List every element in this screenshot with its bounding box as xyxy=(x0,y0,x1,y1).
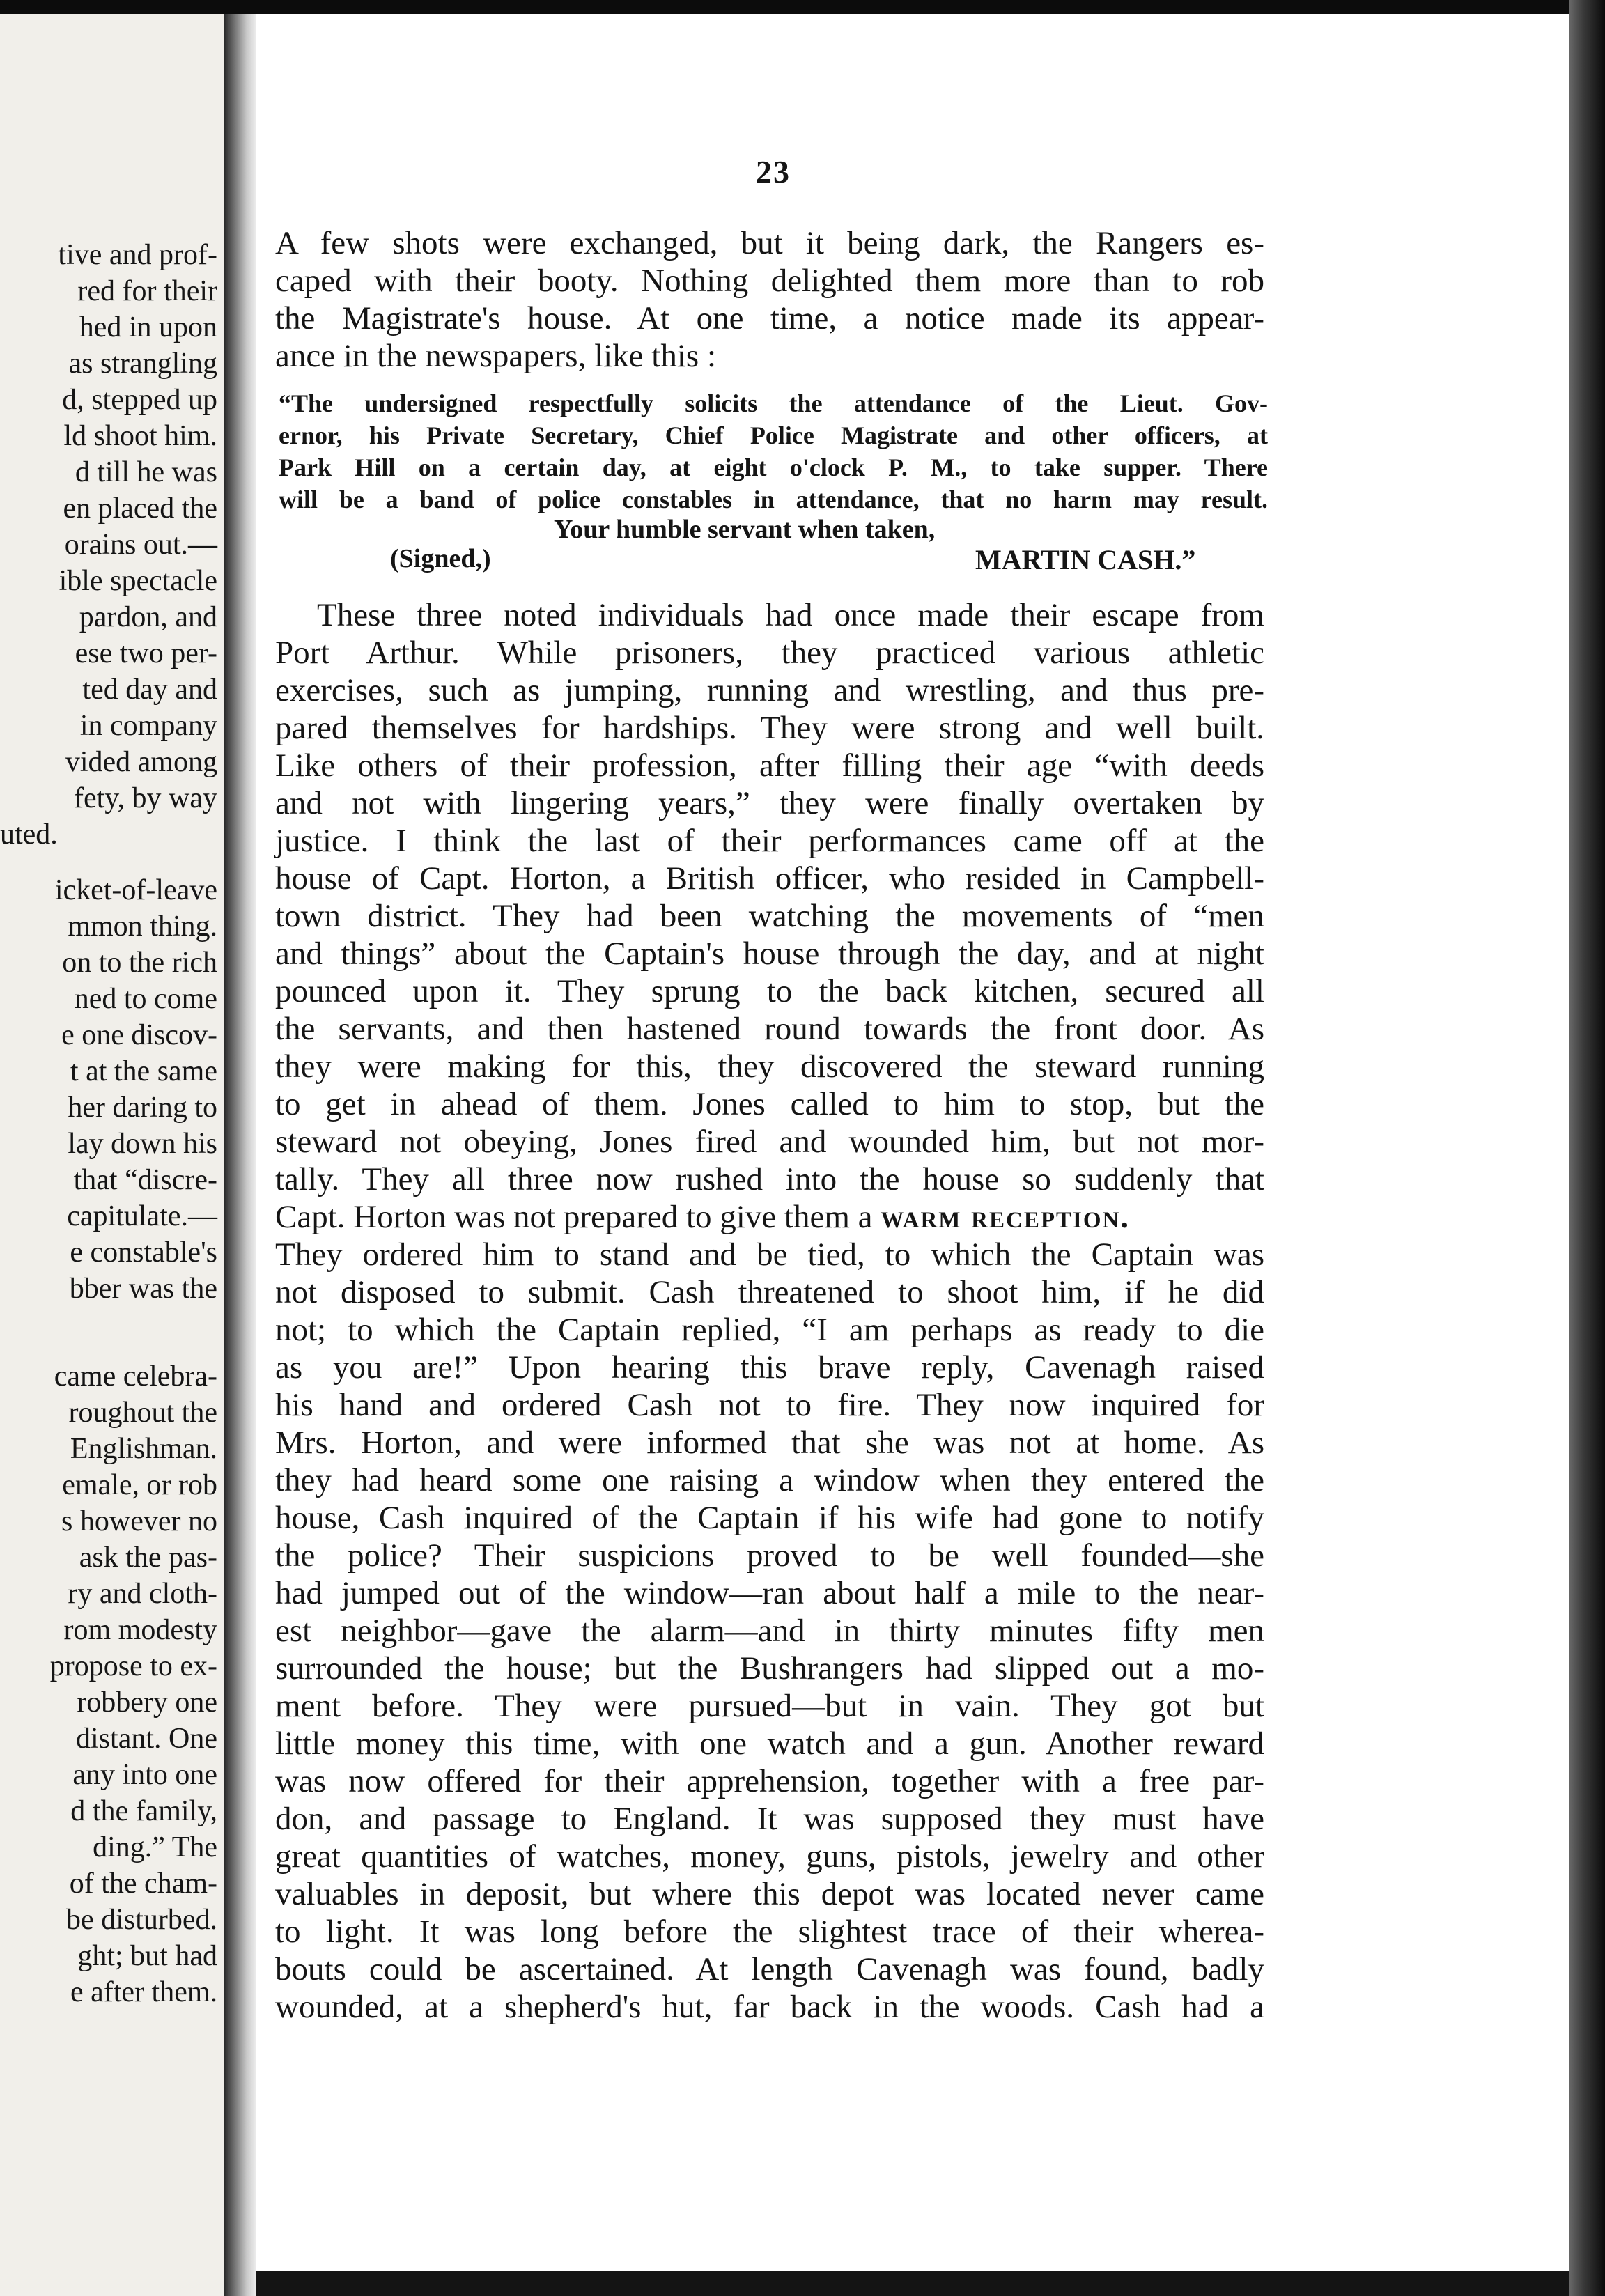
text-line: pared themselves for hardships. They were strong and well built. xyxy=(275,710,1264,746)
page-number: 23 xyxy=(756,154,791,189)
left-page-line: uted. xyxy=(0,819,58,851)
left-page-line: bber was the xyxy=(69,1273,217,1305)
text-line: justice. I think the last of their performances came off at the xyxy=(275,823,1264,859)
text-line: the servants, and then hastened round towards the front door. As xyxy=(275,1011,1264,1047)
text-line: had jumped out of the window—ran about half a mile to the near- xyxy=(275,1575,1264,1611)
left-page-line: on to the rich xyxy=(62,947,217,979)
text-line: don, and passage to England. It was supposed they must have xyxy=(275,1801,1264,1837)
left-page-line: pardon, and xyxy=(79,601,217,633)
notice-line: ernor, his Private Secretary, Chief Police Magistrate and other officers, at xyxy=(279,421,1268,449)
left-page-line: d till he was xyxy=(75,456,217,488)
left-page-line: her daring to xyxy=(68,1092,217,1124)
text-line: was now offered for their apprehension, together with a free par- xyxy=(275,1763,1264,1799)
text-line: Like others of their profession, after filling their age “with deeds xyxy=(275,747,1264,784)
text-line: his hand and ordered Cash not to fire. They now inquired for xyxy=(275,1387,1264,1423)
left-page-line: propose to ex- xyxy=(49,1650,217,1682)
text-line: town district. They had been watching the movements of “men xyxy=(275,898,1264,934)
text-line: ment before. They were pursued—but in vain. They got but xyxy=(275,1688,1264,1724)
left-page-line: vided among xyxy=(65,746,217,778)
left-page-line: orains out.— xyxy=(64,529,217,561)
left-page-line: e one discov- xyxy=(61,1019,217,1051)
left-page-line: mmon thing. xyxy=(68,910,217,943)
left-page-line: s however no xyxy=(61,1505,217,1537)
text-line: and things” about the Captain's house through the day, and at night xyxy=(275,936,1264,972)
left-page-line: ght; but had xyxy=(77,1940,217,1972)
text-line: pounced upon it. They sprung to the back kitchen, secured all xyxy=(275,973,1264,1009)
text-line: est neighbor—gave the alarm—and in thirty minutes fifty men xyxy=(275,1613,1264,1649)
left-page-line: fety, by way xyxy=(73,782,217,814)
text-line: they had heard some one raising a window when they entered the xyxy=(275,1462,1264,1498)
left-page-line: distant. One xyxy=(76,1723,217,1755)
left-page-line: that “discre- xyxy=(73,1164,217,1196)
notice-line: will be a band of police constables in attendance, that no harm may result. xyxy=(279,486,1268,513)
notice-line: “The undersigned respectfully solicits the attendance of the Lieut. Gov- xyxy=(279,389,1268,417)
text-line: and not with lingering years,” they were finally overtaken by xyxy=(275,785,1264,821)
left-page-line: d the family, xyxy=(70,1795,217,1827)
text-line: valuables in deposit, but where this depot was located never came xyxy=(275,1876,1264,1912)
text-line: caped with their booty. Nothing delighted them more than to rob xyxy=(275,263,1264,299)
text-line: A few shots were exchanged, but it being dark, the Rangers es- xyxy=(275,225,1264,261)
text-line: house, Cash inquired of the Captain if his wife had gone to notify xyxy=(275,1500,1264,1536)
left-page-line: tive and prof- xyxy=(58,239,217,271)
left-page-line: icket-of-leave xyxy=(54,874,217,906)
left-page-line: as strangling xyxy=(68,348,217,380)
left-page-line: ry and cloth- xyxy=(68,1578,217,1610)
scan-top-band xyxy=(0,0,1605,15)
left-page-line: be disturbed. xyxy=(66,1904,217,1936)
warm-reception-smallcaps: warm reception. xyxy=(881,1199,1131,1235)
text-line: to light. It was long before the slightest trace of their wherea- xyxy=(275,1914,1264,1950)
left-page-line: Englishman. xyxy=(70,1433,217,1465)
left-facing-page xyxy=(0,14,224,2296)
text-line: ance in the newspapers, like this : xyxy=(275,338,717,374)
left-page-line: in company xyxy=(79,710,217,742)
text-line: surrounded the house; but the Bushrangers had slipped out a mo- xyxy=(275,1650,1264,1686)
left-page-line: any into one xyxy=(72,1759,217,1791)
text-line: little money this time, with one watch and a gun. Another reward xyxy=(275,1725,1264,1762)
text-line: Mrs. Horton, and were informed that she was not at home. As xyxy=(275,1425,1264,1461)
left-page-line: roughout the xyxy=(68,1397,217,1429)
notice-line: Park Hill on a certain day, at eight o'clock P. M., to take supper. There xyxy=(279,453,1268,481)
text-line: not disposed to submit. Cash threatened to shoot him, if he did xyxy=(275,1274,1264,1310)
left-page-line: emale, or rob xyxy=(62,1469,217,1501)
left-page-line: e after them. xyxy=(70,1976,217,2008)
left-page-line: ese two per- xyxy=(75,637,217,669)
left-page-line: ding.” The xyxy=(93,1831,217,1863)
text-line: Port Arthur. While prisoners, they practiced various athletic xyxy=(275,635,1264,671)
left-page-line: t at the same xyxy=(70,1055,217,1087)
text-line: wounded, at a shepherd's hut, far back in the woods. Cash had a xyxy=(275,1989,1264,2025)
left-page-line: hed in upon xyxy=(79,311,217,343)
text-line: not; to which the Captain replied, “I am perhaps as ready to die xyxy=(275,1312,1264,1348)
text-line: they were making for this, they discovered the steward running xyxy=(275,1048,1264,1085)
text-line: steward not obeying, Jones fired and wounded him, but not mor- xyxy=(275,1124,1264,1160)
text-line xyxy=(275,1198,1264,1236)
left-page-line: ible spectacle xyxy=(59,565,217,597)
left-page-line: robbery one xyxy=(77,1686,217,1719)
left-page-line: rom modesty xyxy=(63,1614,217,1646)
left-page-line: ask the pas- xyxy=(79,1542,217,1574)
text-line: tally. They all three now rushed into the house so suddenly that xyxy=(275,1161,1264,1197)
text-line: as you are!” Upon hearing this brave reply, Cavenagh raised xyxy=(275,1349,1264,1386)
text-line: house of Capt. Horton, a British officer, who resided in Campbell- xyxy=(275,860,1264,897)
left-page-line: came celebra- xyxy=(54,1360,217,1393)
text-line: great quantities of watches, money, guns, pistols, jewelry and other xyxy=(275,1838,1264,1875)
text-line: to get in ahead of them. Jones called to him to stop, but the xyxy=(275,1086,1264,1122)
text-line: the Magistrate's house. At one time, a notice made its appear- xyxy=(275,300,1264,336)
left-page-line: d, stepped up xyxy=(62,384,217,416)
text-line: These three noted individuals had once made their escape from xyxy=(317,597,1264,633)
notice-closing: Your humble servant when taken, xyxy=(554,515,936,544)
text-line: They ordered him to stand and be tied, to which the Captain was xyxy=(275,1236,1264,1273)
text-line: the police? Their suspicions proved to be well founded—she xyxy=(275,1537,1264,1574)
left-page-line: ld shoot him. xyxy=(63,420,217,452)
notice-signed: (Signed,) xyxy=(390,544,491,573)
left-page-line: e constable's xyxy=(70,1236,217,1269)
book-gutter xyxy=(224,14,256,2296)
left-page-line: red for their xyxy=(77,275,217,307)
left-page-line: en placed the xyxy=(63,492,217,525)
left-page-line: ted day and xyxy=(82,674,217,706)
left-page-line: capitulate.— xyxy=(67,1200,217,1232)
notice-signature: MARTIN CASH.” xyxy=(975,544,1196,575)
text-line: bouts could be ascertained. At length Cavenagh was found, badly xyxy=(275,1951,1264,1987)
text-line: exercises, such as jumping, running and wrestling, and thus pre- xyxy=(275,672,1264,708)
left-page-line: ned to come xyxy=(74,983,217,1015)
text-line-lead: Capt. Horton was not prepared to give them a xyxy=(275,1199,873,1235)
left-page-line: lay down his xyxy=(68,1128,217,1160)
page-edge-shadow xyxy=(1569,0,1605,2296)
left-page-line: of the cham- xyxy=(69,1868,217,1900)
